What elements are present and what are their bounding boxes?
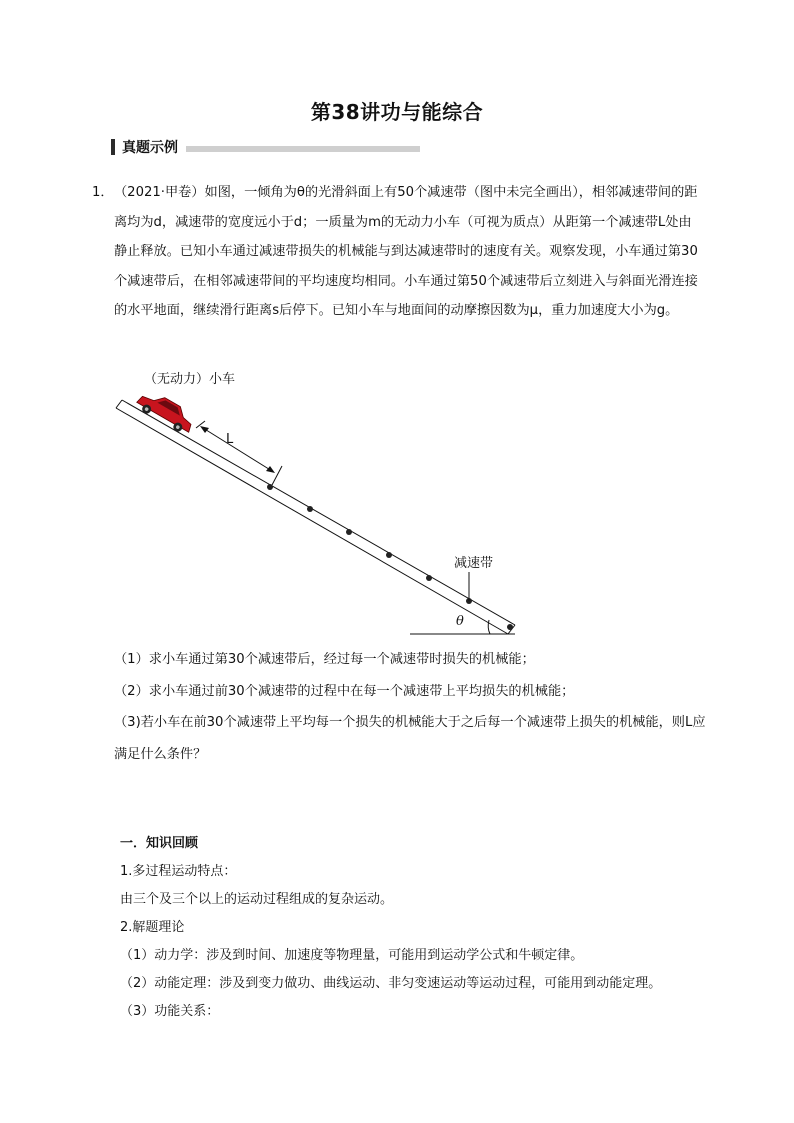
car <box>134 387 198 437</box>
incline-end-cap <box>116 400 122 408</box>
review-point-3: （3）功能关系： <box>120 1004 220 1019</box>
page-title: 第38讲功与能综合 <box>310 100 484 124</box>
review-item1-body: 由三个及三个以上的运动过程组成的复杂运动。 <box>120 892 394 907</box>
review-heading: 一．知识回顾 <box>120 836 199 851</box>
bump-label: 减速带 <box>454 556 494 571</box>
angle-label: θ <box>456 614 464 629</box>
length-arrow-bottom <box>266 466 275 473</box>
question-2: （2）求小车通过前30个减速带的过程中在每一个减速带上平均损失的机械能； <box>114 683 575 699</box>
speed-bump <box>386 552 392 558</box>
sub-questions <box>114 644 714 770</box>
review-point-1: （1）动力学：涉及到时间、加速度等物理量，可能用到运动学公式和牛顿定律。 <box>120 948 584 963</box>
speed-bump <box>507 624 513 630</box>
speed-bump <box>346 529 352 535</box>
question-1: （1）求小车通过第30个减速带后，经过每一个减速带时损失的机械能； <box>114 652 535 667</box>
problem-number: 1． <box>92 185 114 200</box>
incline-top-edge <box>122 400 515 625</box>
length-tick-bottom <box>272 466 282 485</box>
figure-caption: （无动力）小车 <box>144 372 236 387</box>
problem-text: （2021·甲卷）如图，一倾角为θ的光滑斜面上有50个减速带（图中未完全画出），相邻减速带间的距离均为d，减速带的宽度远小于d；一质量为m的无动力小车（可视为质点）从距第一个减速带L处由静止释放。已知小车通过减速带损失的机械能与到达减速带时的速度有关。观察发现，小车通过第30个减速带后，在相邻减速带间的平均速度均相同。小车通过第50个减速带后立刻进入与斜面光滑连接的水平地面，继续滑行距离s后停下。已知小车与地面间的动摩擦因数为μ，重力加速度大小为g。 <box>114 185 698 318</box>
angle-arc <box>488 620 490 634</box>
question-3: （3)若小车在前30个减速带上平均每一个损失的机械能大于之后每一个减速带上损失的机械能，则L应满足什么条件？ <box>114 715 706 762</box>
speed-bump <box>426 575 432 581</box>
length-label: L <box>226 432 234 447</box>
speed-bump <box>307 506 313 512</box>
knowledge-review <box>120 830 720 1026</box>
length-arrow-top <box>200 426 209 433</box>
review-item2-title: 2.解题理论 <box>120 920 185 935</box>
review-point-2: （2）动能定理：涉及到变力做功、曲线运动、非匀变速运动等运动过程，可能用到动能定理。 <box>120 976 662 991</box>
section-label: 真题示例 <box>122 140 178 156</box>
incline-bottom-edge <box>116 408 508 634</box>
review-item1-title: 1.多过程运动特点： <box>120 864 237 879</box>
